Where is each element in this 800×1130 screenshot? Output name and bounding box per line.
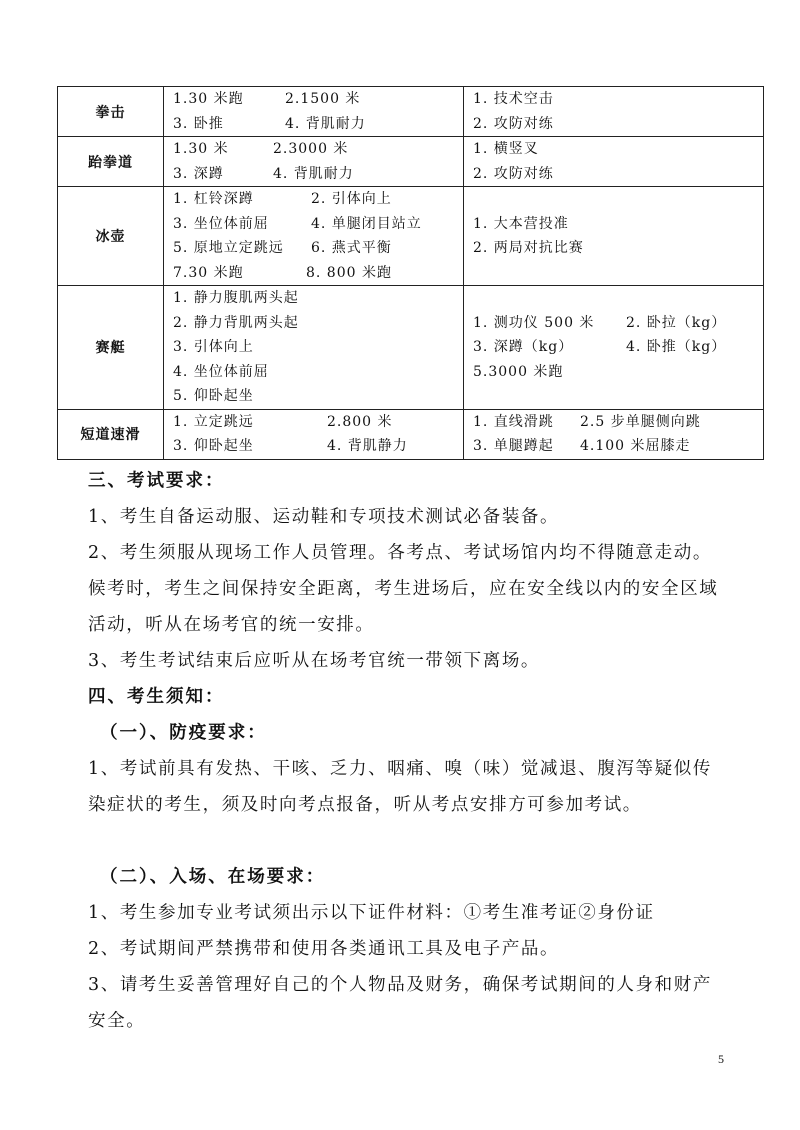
test-item: 4. 卧推（kg）	[626, 339, 727, 355]
fitness-items-cell	[164, 87, 464, 137]
sport-name-cell: 跆拳道	[58, 137, 164, 187]
test-item: 3. 单腿蹲起	[473, 438, 554, 454]
test-item: 3. 深蹲	[173, 165, 224, 182]
item-line	[173, 286, 463, 311]
fitness-items-cell	[164, 409, 464, 459]
item-line	[173, 434, 463, 459]
test-item: 3. 引体向上	[173, 339, 254, 355]
test-item: 2. 攻防对练	[473, 115, 554, 132]
table-row	[58, 187, 764, 286]
test-item: 7.30 米跑	[173, 264, 244, 281]
test-item: 1. 立定跳远	[173, 413, 254, 430]
item-line	[173, 212, 463, 237]
test-item: 6. 燕式平衡	[311, 240, 392, 256]
section-4-sub2-item-2: 2、考试期间严禁携带和使用各类通讯工具及电子产品。	[88, 939, 560, 959]
item-line	[173, 335, 463, 360]
test-item: 1.30 米跑	[173, 91, 244, 107]
item-line	[173, 360, 463, 385]
test-item: 2. 两局对抗比赛	[473, 240, 584, 256]
section-4-sub1-heading: （一）、防疫要求：	[100, 723, 267, 743]
fitness-items-cell	[164, 137, 464, 187]
test-item: 1. 测功仪 500 米	[473, 314, 595, 331]
item-line	[473, 137, 763, 162]
item-line	[473, 236, 763, 261]
test-item: 5. 原地立定跳远	[173, 240, 284, 256]
section-3-item-1: 1、考生自备运动服、运动鞋和专项技术测试必备装备。	[88, 507, 560, 527]
exam-items-table	[57, 86, 764, 460]
skill-items-cell	[464, 409, 764, 459]
test-item: 2.3000 米	[273, 141, 349, 157]
fitness-items-cell	[164, 187, 464, 286]
table-row	[58, 137, 764, 187]
item-line	[473, 162, 763, 187]
test-item: 4. 坐位体前屈	[173, 363, 269, 380]
test-item: 3. 深蹲（kg）	[473, 339, 574, 355]
section-4-sub2-item-1: 1、考生参加专业考试须出示以下证件材料：①考生准考证②身份证	[88, 903, 655, 923]
item-line	[473, 410, 763, 435]
skill-items-cell	[464, 137, 764, 187]
skill-items-cell	[464, 286, 764, 410]
item-line	[173, 112, 463, 137]
test-item: 1. 直线滑跳	[473, 413, 554, 430]
section-3-item-3: 3、考生考试结束后应听从在场考官统一带领下离场。	[88, 651, 541, 671]
test-item: 5. 仰卧起坐	[173, 388, 254, 404]
test-item: 1. 杠铃深蹲	[173, 191, 254, 207]
test-item: 3. 坐位体前屈	[173, 215, 269, 232]
test-item: 2.1500 米	[285, 91, 361, 107]
item-line	[473, 434, 763, 459]
test-item: 2.5 步单腿侧向跳	[580, 413, 701, 430]
test-item: 8. 800 米跑	[306, 264, 392, 281]
test-item: 3. 卧推	[173, 115, 224, 132]
test-item: 4. 背肌耐力	[273, 165, 354, 182]
test-item: 1.30 米	[173, 141, 229, 157]
table-row	[58, 286, 764, 410]
sport-name-cell: 冰壶	[58, 187, 164, 286]
test-item: 1. 静力腹肌两头起	[173, 290, 299, 306]
item-line	[473, 311, 763, 336]
table-row	[58, 87, 764, 137]
test-item: 4. 背肌静力	[327, 438, 408, 454]
test-item: 2. 卧拉（kg）	[626, 314, 727, 331]
section-4-sub2-heading: （二）、入场、在场要求：	[100, 867, 326, 887]
test-item: 1. 大本营投准	[473, 215, 569, 232]
item-line	[473, 112, 763, 137]
item-line	[173, 162, 463, 187]
test-item: 2. 攻防对练	[473, 165, 554, 182]
item-line	[173, 410, 463, 435]
sport-name-cell: 拳击	[58, 87, 164, 137]
test-item: 5.3000 米跑	[473, 363, 564, 380]
test-item: 4. 单腿闭目站立	[311, 215, 422, 232]
section-4-sub2-item-3: 3、请考生妥善管理好自己的个人物品及财务，确保考试期间的人身和财产安全。	[88, 975, 712, 1031]
item-line	[173, 187, 463, 212]
table-row	[58, 409, 764, 459]
section-3-item-2: 2、考生须服从现场工作人员管理。各考点、考试场馆内均不得随意走动。候考时，考生之间保持安全距离，考生进场后，应在安全线以内的安全区域活动，听从在场考官的统一安排。	[88, 543, 719, 635]
sport-name-cell: 短道速滑	[58, 409, 164, 459]
item-line	[173, 236, 463, 261]
item-line	[473, 212, 763, 237]
item-line	[173, 87, 463, 112]
test-item: 4.100 米屈膝走	[580, 438, 691, 454]
fitness-items-cell	[164, 286, 464, 410]
section-4-heading: 四、考生须知：	[88, 687, 225, 707]
test-item: 1. 技术空击	[473, 91, 554, 107]
test-item: 2.800 米	[327, 413, 393, 430]
item-line	[473, 360, 763, 385]
item-line	[173, 311, 463, 336]
skill-items-cell	[464, 87, 764, 137]
test-item: 1. 横竖叉	[473, 141, 539, 157]
item-line	[173, 137, 463, 162]
test-item: 2. 静力背肌两头起	[173, 314, 299, 331]
sport-name-cell: 赛艇	[58, 286, 164, 410]
item-line	[473, 87, 763, 112]
test-item: 4. 背肌耐力	[285, 115, 366, 132]
item-line	[173, 261, 463, 286]
section-3-heading: 三、考试要求：	[88, 471, 225, 491]
page-number: 5	[718, 1052, 724, 1066]
item-line	[173, 384, 463, 409]
test-item: 3. 仰卧起坐	[173, 438, 254, 454]
section-4-sub1-item-1: 1、考试前具有发热、干咳、乏力、咽痛、嗅（味）觉减退、腹泻等疑似传染症状的考生，须及时向考点报备，听从考点安排方可参加考试。	[88, 759, 712, 815]
test-item: 2. 引体向上	[311, 191, 392, 207]
item-line	[473, 335, 763, 360]
skill-items-cell	[464, 187, 764, 286]
